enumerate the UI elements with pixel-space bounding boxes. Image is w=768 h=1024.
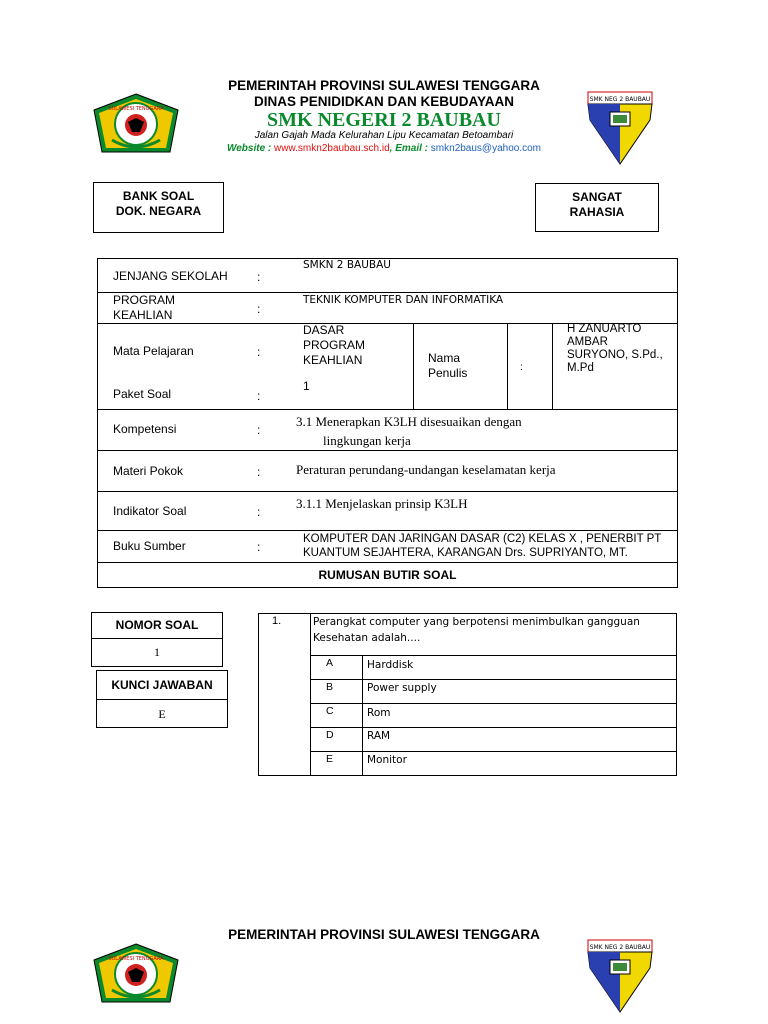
sangat-rahasia-box: [535, 183, 659, 232]
penulis-value: H ZANUARTO AMBAR SURYONO, S.Pd., M.Pd: [567, 323, 663, 374]
option-letter: B: [326, 681, 334, 693]
kompetensi-value-2: lingkungan kerja: [323, 433, 411, 448]
shield-text: SMK NEG 2 BAUBAU: [589, 944, 651, 951]
bank-soal-label: BANK SOAL: [122, 189, 195, 203]
nomor-soal-label: NOMOR SOAL: [92, 613, 222, 639]
province-emblem-logo-footer: [90, 942, 182, 1008]
paket-label: Paket Soal: [113, 387, 172, 401]
email-link[interactable]: smkn2baus@yahoo.com: [430, 143, 542, 154]
nomor-soal-value: 1: [154, 645, 160, 659]
sangat-label: SANGAT: [572, 190, 622, 204]
buku-label: Buku Sumber: [113, 539, 186, 553]
buku-colon: :: [257, 540, 261, 554]
kunci-jawaban-label: KUNCI JAWABAN: [97, 671, 227, 700]
footer-province: PEMERINTAH PROVINSI SULAWESI TENGGARA: [228, 927, 540, 942]
option-text: Monitor: [367, 754, 407, 766]
question-number: 1.: [272, 615, 282, 627]
school-shield-logo: [584, 90, 656, 166]
jenjang-colon: :: [257, 270, 261, 284]
email-label: , Email :: [389, 143, 429, 154]
program-colon: :: [257, 302, 261, 316]
option-letter: D: [326, 729, 334, 741]
mapel-label: Mata Pelajaran: [113, 344, 194, 358]
indikator-colon: :: [257, 505, 261, 519]
school-name: SMK NEGERI 2 BAUBAU: [267, 109, 501, 131]
option-text: RAM: [367, 730, 391, 742]
program-value: TEKNIK KOMPUTER DAN INFORMATIKA: [303, 294, 504, 306]
kompetensi-colon: :: [257, 423, 261, 437]
rahasia-label: RAHASIA: [569, 205, 625, 219]
header-province: PEMERINTAH PROVINSI SULAWESI TENGGARA: [228, 78, 540, 93]
question-text: Perangkat computer yang berpotensi menimbulkan gangguan Kesehatan adalah....: [313, 616, 640, 644]
option-letter: C: [326, 705, 334, 717]
dok-negara-label: DOK. NEGARA: [115, 204, 202, 218]
emblem-text: SULAWESI TENGGARA: [108, 956, 164, 962]
school-shield-logo-footer: [584, 938, 656, 1014]
mapel-value: DASAR PROGRAM KEAHLIAN: [303, 323, 366, 367]
indikator-label: Indikator Soal: [113, 504, 187, 518]
penulis-colon: :: [520, 361, 523, 373]
indikator-value: 3.1.1 Menjelaskan prinsip K3LH: [296, 496, 468, 511]
program-label: PROGRAM KEAHLIAN: [113, 293, 176, 322]
materi-label: Materi Pokok: [113, 464, 184, 478]
option-text: Rom: [367, 707, 391, 719]
option-letter: A: [326, 657, 334, 669]
emblem-text: SULAWESI TENGGARA: [108, 106, 164, 112]
paket-value: 1: [303, 379, 310, 393]
materi-value: Peraturan perundang-undangan keselamatan kerja: [296, 462, 556, 477]
kompetensi-label: Kompetensi: [113, 422, 177, 436]
province-emblem-logo: [90, 92, 182, 158]
penulis-label: Nama Penulis: [428, 351, 468, 380]
website-label: Website :: [226, 143, 272, 154]
header-department: DINAS PENIDIDKAN DAN KEBUDAYAAN: [253, 94, 515, 109]
bank-soal-box: [93, 182, 224, 233]
option-text: Harddisk: [367, 659, 414, 671]
jenjang-label: JENJANG SEKOLAH: [113, 269, 228, 283]
jenjang-value: SMKN 2 BAUBAU: [303, 259, 391, 271]
paket-colon: :: [257, 389, 261, 403]
materi-colon: :: [257, 465, 261, 479]
kompetensi-value-1: 3.1 Menerapkan K3LH disesuaikan dengan: [296, 414, 522, 429]
mapel-colon: :: [257, 345, 261, 359]
website-link[interactable]: www.smkn2baubau.sch.id: [274, 143, 390, 154]
rumusan-title: RUMUSAN BUTIR SOAL: [318, 568, 457, 582]
kunci-jawaban-box: [96, 670, 228, 728]
kunci-jawaban-value: E: [158, 707, 166, 721]
option-text: Power supply: [367, 682, 437, 694]
nomor-soal-box: [91, 612, 223, 667]
option-letter: E: [326, 753, 334, 765]
buku-value: KOMPUTER DAN JARINGAN DASAR (C2) KELAS X , PENERBIT PT KUANTUM SEJAHTERA, KARANGAN Drs. SUPRIYANTO, MT.: [303, 533, 662, 559]
school-address: Jalan Gajah Mada Kelurahan Lipu Kecamatan Betoambari: [254, 130, 514, 141]
shield-text: SMK NEG 2 BAUBAU: [589, 96, 651, 103]
